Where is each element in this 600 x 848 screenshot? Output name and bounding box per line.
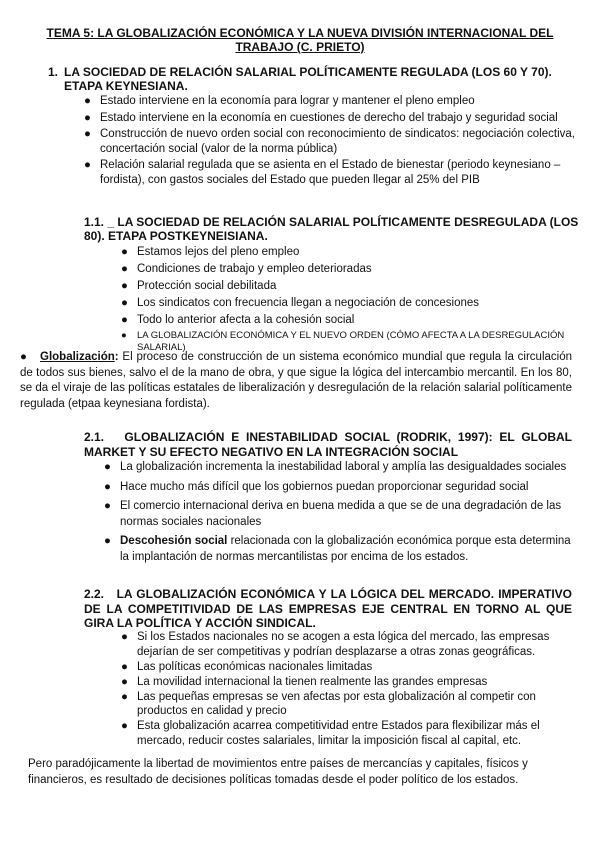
list-item-text: Si los Estados nacionales no se acogen a esta lógica del mercado, las empresas dejarían de ser competitivas y podrían desplazarse a otras zonas geográficas. [137,631,550,658]
section-2-2-list [121,630,577,749]
section-2-1-list [104,460,575,569]
list-item [104,480,575,496]
list-item [121,690,577,719]
bullet-icon: ● [121,314,128,327]
section-1-1-title: LA SOCIEDAD DE RELACIÓN SALARIAL POLÍTICAMENTE DESREGULADA (LOS 80). ETAPA POSTKEYNEISIANA. [84,215,579,243]
bullet-icon: ● [121,660,128,673]
list-item-text: Construcción de nuevo orden social con reconocimiento de sindicatos: negociación colectiva, concertación social (valor de la norma pública) [100,128,575,155]
bullet-icon: ● [121,263,128,276]
list-item [84,94,575,109]
list-item-text: Estado interviene en la economía para lograr y mantener el pleno empleo [100,95,475,107]
list-item [104,534,575,565]
list-item-text: Relación salarial regulada que se asienta en el Estado de bienestar (periodo keynesiano – fordista), con gastos sociales del Estado que pueden llegar al 25% del PIB [100,159,561,186]
section-2-2-number: 2.2. [84,587,105,601]
list-item-text: La movilidad internacional la tienen realmente las grandes empresas [137,675,488,688]
bullet-icon: ● [121,297,128,310]
section-1-heading [48,65,578,93]
list-item-text: Protección social debilitada [137,280,277,293]
section-1-1-marker: _ [107,215,115,229]
bullet-icon: ● [104,480,111,493]
bullet-icon: ● [121,675,128,688]
bullet-icon: ● [104,500,111,512]
list-item-text: Esta globalización acarrea competitividad entre Estados para flexibilizar más el mercado, reducir costes salariales, limitar la imposición fiscal al capital, etc. [137,720,540,747]
list-item-text: La globalización incrementa la inestabilidad laboral y amplía las desigualdades sociales [120,461,567,473]
descohesion-term: Descohesión social [120,535,228,547]
section-2-2-heading [84,587,572,631]
section-2-1-number: 2.1. [84,430,105,444]
list-item-text: Las pequeñas empresas se ven afectas por esta globalización al competir con productos en calidad y precio [137,690,536,717]
section-2-1-heading [84,430,572,460]
bullet-icon: ● [20,351,27,363]
bullet-icon: ● [104,461,111,473]
closing-paragraph: Pero paradójicamente la libertad de movimientos entre países de mercancías y capitales, físicos y financieros, es resultado de decisiones políticas tomadas desde el poder político de los estados. [28,758,528,786]
section-1-1-heading [84,215,579,243]
list-item [104,499,575,530]
bullet-icon: ● [84,95,91,107]
list-item [121,630,577,659]
list-item-text: LA GLOBALIZACIÓN ECONÓMICA Y EL NUEVO ORDEN (CÓMO AFECTA A LA DESREGULACIÓN SALARIAL) [137,330,565,354]
list-item [121,262,577,277]
bullet-icon: ● [121,631,128,643]
bullet-icon: ● [121,690,128,703]
list-item-text: Condiciones de trabajo y empleo deterioradas [137,263,372,276]
bullet-icon: ● [121,246,128,258]
section-1-1-list [121,245,577,357]
bullet-icon: ● [84,159,91,171]
list-item [84,158,575,187]
list-item [84,127,575,156]
section-1-heading-line1: LA SOCIEDAD DE RELACIÓN SALARIAL POLÍTICAMENTE REGULADA (LOS 60 Y 70). [64,65,552,79]
globalizacion-colon: : [114,351,119,363]
list-item [121,313,577,328]
list-item [121,245,577,260]
list-item [121,719,577,748]
list-item-text: El comercio internacional deriva en buena medida a que se de una degradación de las normas sociales nacionales [120,500,562,528]
list-item-text: Todo lo anterior afecta a la cohesión social [137,314,355,327]
list-item [121,675,577,690]
list-item-text: Hace mucho más difícil que los gobiernos puedan proporcionar seguridad social [120,480,529,493]
list-item-text: Estado interviene en la economía en cuestiones de derecho del trabajo y seguridad social [100,111,558,124]
section-1-number: 1. [48,65,59,79]
list-item-text: Los sindicatos con frecuencia llegan a negociación de concesiones [137,297,480,310]
list-item-text: relacionada con la globalización económica porque esta determina la implantación de normas mercantilistas por encima de los estados. [120,535,571,563]
bullet-icon: ● [84,111,91,124]
list-item-text: Las políticas económicas nacionales limitadas [137,660,373,673]
section-1-list [84,94,575,189]
bullet-icon: ● [121,720,128,732]
list-item [84,111,575,126]
bullet-icon: ● [121,280,128,293]
section-1-heading-line2: ETAPA KEYNESIANA. [64,79,188,93]
list-item [121,296,577,311]
section-1-1-number: 1.1. [84,215,105,229]
list-item [104,460,575,476]
section-2-2-title: LA GLOBALIZACIÓN ECONÓMICA Y LA LÓGICA DEL MERCADO. IMPERATIVO DE LA COMPETITIVIDAD DE LAS EMPRESAS EJE CENTRAL EN TORNO AL QUE GIRA LA POLÍTICA Y ACCIÓN SINDICAL. [84,587,572,630]
bullet-icon: ● [104,535,111,547]
list-item [121,660,577,675]
page-title: TEMA 5: LA GLOBALIZACIÓN ECONÓMICA Y LA NUEVA DIVISIÓN INTERNACIONAL DEL TRABAJO (C. PRIETO) [46,26,554,54]
globalizacion-text: El proceso de construcción de un sistema económico mundial que regula la circulación de todos sus bienes, salvo el de la mano de obra, y que sigue la lógica del intercambio mercantil. En los 80, se da el viraje de las políticas estatales de liberalización y desregulación de la relación salarial políticamente regulada (etpaa keynesiana fordista). [20,351,572,410]
globalizacion-definition [20,350,572,412]
list-item [121,279,577,294]
globalizacion-term: Globalización [40,351,115,363]
bullet-icon: ● [121,330,127,342]
bullet-icon: ● [84,128,91,140]
section-2-1-title: GLOBALIZACIÓN E INESTABILIDAD SOCIAL (RODRIK, 1997): EL GLOBAL MARKET Y SU EFECTO NEGATIVO EN LA INTEGRACIÓN SOCIAL [84,430,572,459]
list-item-text: Estamos lejos del pleno empleo [137,246,300,258]
